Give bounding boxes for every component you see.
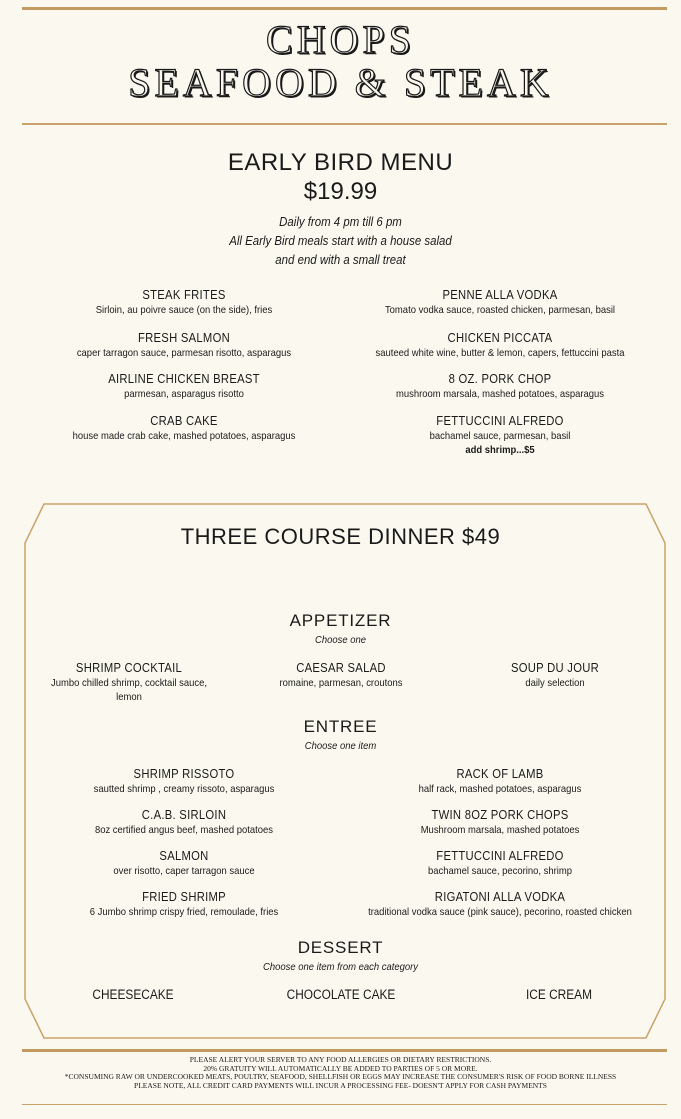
item-desc: bachamel sauce, pecorino, shrimp — [428, 865, 572, 877]
brand-name-line2: SEAFOOD & STEAK — [128, 60, 553, 105]
entree-item — [350, 807, 650, 837]
item-desc: Tomato vodka sauce, roasted chicken, parmesan, basil — [384, 304, 616, 316]
item-name: FETTUCCINI ALFREDO — [436, 849, 564, 863]
item-desc: caper tarragon sauce, parmesan risotto, asparagus — [76, 347, 292, 359]
item-name: CHICKEN PICCATA — [447, 331, 553, 345]
item-desc: Jumbo chilled shrimp, cocktail sauce, — [50, 677, 207, 689]
top-rule — [22, 7, 667, 10]
item-name: FETTUCCINI ALFREDO — [436, 414, 564, 428]
item-desc: 8oz certified angus beef, mashed potatoes — [94, 824, 274, 836]
footer-line: PLEASE NOTE, ALL CREDIT CARD PAYMENTS WILL INCUR A PROCESSING FEE- DOESN'T APPLY FOR CASH PAYMENTS — [134, 1080, 547, 1090]
item-addon: add shrimp...$5 — [465, 444, 535, 456]
early-bird-title: EARLY BIRD MENU — [227, 149, 454, 176]
item-name: RIGATONI ALLA VODKA — [434, 890, 566, 904]
menu-item — [34, 330, 334, 360]
bottom-rule — [22, 1104, 667, 1105]
item-name: SHRIMP COCKTAIL — [75, 661, 183, 675]
item-name: C.A.B. SIRLOIN — [141, 808, 227, 822]
dessert-item: CHEESECAKE — [92, 987, 174, 1002]
item-desc: lemon — [116, 691, 142, 703]
early-bird-note: and end with a small treat — [275, 252, 406, 267]
early-bird-notes — [41, 212, 640, 269]
early-bird-note: All Early Bird meals start with a house salad — [229, 233, 452, 248]
item-desc: traditional vodka sauce (pink sauce), pecorino, roasted chicken — [368, 906, 632, 918]
footer-notes — [0, 1056, 681, 1090]
appetizer-item — [246, 660, 436, 690]
entree-item — [34, 889, 334, 919]
item-desc: sautted shrimp , creamy rissoto, asparagus — [93, 783, 275, 795]
appetizer-sub: Choose one — [315, 634, 366, 646]
item-desc: daily selection — [525, 677, 585, 689]
early-bird-price: $19.99 — [303, 178, 378, 205]
menu-item — [34, 371, 334, 401]
entree-item — [350, 848, 650, 878]
menu-item — [350, 287, 650, 317]
appetizer-item — [34, 660, 224, 704]
item-desc: Mushroom marsala, mashed potatoes — [420, 824, 580, 836]
footer-line: *CONSUMING RAW OR UNDERCOOKED MEATS, POULTRY, SEAFOOD, SHELLFISH OR EGGS MAY INCREASE THE CONSUMER'S RISK OF FOOD BORNE ILLNESS — [64, 1072, 617, 1081]
appetizer-heading: APPETIZER — [289, 611, 392, 630]
item-name: SOUP DU JOUR — [510, 661, 600, 675]
menu-item — [350, 330, 650, 360]
menu-item — [350, 371, 650, 401]
item-name: RACK OF LAMB — [456, 767, 544, 781]
item-desc: bachamel sauce, parmesan, basil — [429, 430, 571, 442]
item-desc: mushroom marsala, mashed potatoes, asparagus — [395, 388, 605, 400]
item-desc: over risotto, caper tarragon sauce — [113, 865, 255, 877]
brand-name-line1: CHOPS — [266, 17, 415, 62]
header-rule — [22, 123, 667, 125]
appetizer-item — [460, 660, 650, 690]
entree-sub: Choose one item — [304, 740, 377, 752]
dessert-heading: DESSERT — [297, 938, 384, 957]
footer-rule — [22, 1049, 667, 1052]
dessert-item: ICE CREAM — [525, 987, 592, 1002]
entree-item — [34, 807, 334, 837]
dessert-sub: Choose one item from each category — [263, 961, 418, 973]
item-name: STEAK FRITES — [142, 288, 226, 302]
item-desc: half rack, mashed potatoes, asparagus — [418, 783, 582, 795]
entree-item — [350, 766, 650, 796]
three-course-title: THREE COURSE DINNER $49 — [180, 524, 501, 549]
entree-heading: ENTREE — [303, 717, 378, 736]
entree-item — [34, 848, 334, 878]
item-desc: parmesan, asparagus risotto — [124, 388, 244, 400]
item-name: SALMON — [159, 849, 209, 863]
item-name: SHRIMP RISSOTO — [133, 767, 235, 781]
item-desc: sauteed white wine, butter & lemon, capers, fettuccini pasta — [375, 347, 625, 359]
menu-item — [34, 413, 334, 443]
menu-item — [34, 287, 334, 317]
item-name: 8 OZ. PORK CHOP — [448, 372, 552, 386]
item-name: FRESH SALMON — [137, 331, 230, 345]
item-desc: 6 Jumbo shrimp crispy fried, remoulade, fries — [89, 906, 279, 918]
item-name: FRIED SHRIMP — [142, 890, 226, 904]
entree-item — [342, 889, 658, 919]
item-name: AIRLINE CHICKEN BREAST — [108, 372, 260, 386]
item-desc: Sirloin, au poivre sauce (on the side), fries — [95, 304, 273, 316]
item-name: PENNE ALLA VODKA — [442, 288, 558, 302]
entree-item — [34, 766, 334, 796]
dessert-item: CHOCOLATE CAKE — [286, 987, 396, 1002]
item-desc: house made crab cake, mashed potatoes, asparagus — [72, 430, 296, 442]
item-desc: romaine, parmesan, croutons — [279, 677, 403, 689]
menu-item — [350, 413, 650, 457]
footer-line: 20% GRATUITY WILL AUTOMATICALLY BE ADDED TO PARTIES OF 5 OR MORE. — [203, 1063, 478, 1073]
item-name: CRAB CAKE — [150, 414, 218, 428]
footer-line: PLEASE ALERT YOUR SERVER TO ANY FOOD ALLERGIES OR DIETARY RESTRICTIONS. — [189, 1055, 492, 1064]
item-name: CAESAR SALAD — [296, 661, 386, 675]
early-bird-note: Daily from 4 pm till 6 pm — [279, 214, 402, 229]
item-name: TWIN 8OZ PORK CHOPS — [431, 808, 569, 822]
